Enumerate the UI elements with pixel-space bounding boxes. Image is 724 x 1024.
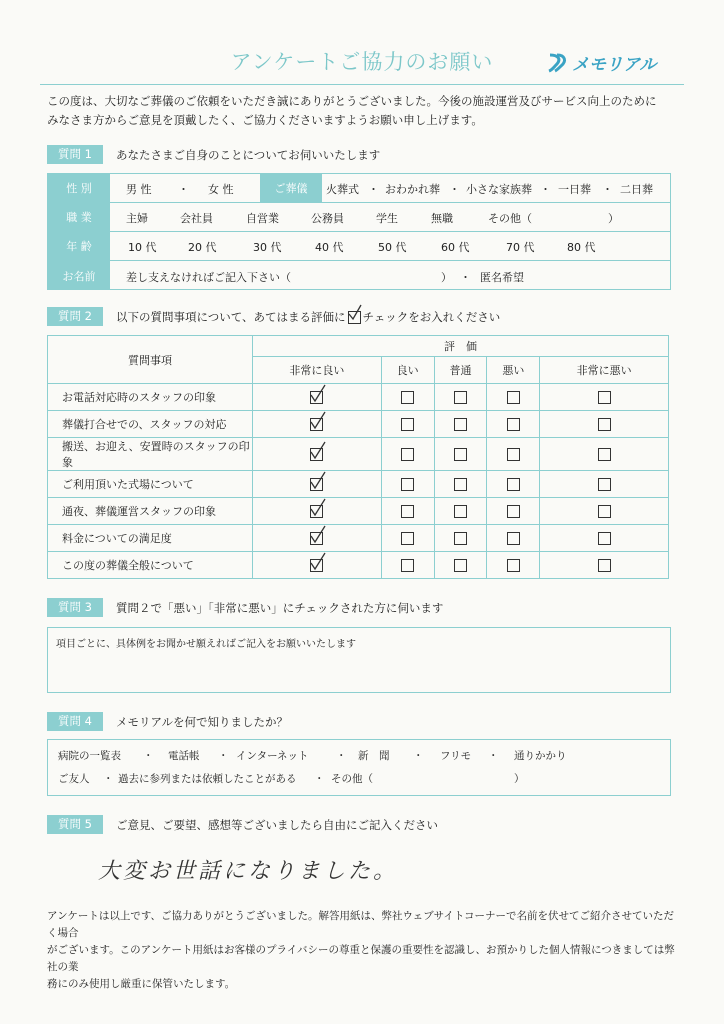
age-row bbox=[48, 231, 670, 260]
column-header-eval: 評 価 bbox=[253, 336, 669, 357]
company-logo bbox=[546, 50, 656, 75]
name-field-label[interactable]: 差し支えなければご記入下さい（ bbox=[126, 271, 291, 284]
rating-header: 普通 bbox=[434, 357, 487, 384]
title-divider bbox=[40, 84, 684, 85]
separator: ・ bbox=[540, 183, 551, 196]
rating-cell bbox=[487, 411, 540, 438]
rating-cell bbox=[253, 471, 382, 498]
rating-checkbox[interactable] bbox=[507, 559, 520, 572]
rating-cell bbox=[434, 525, 487, 552]
separator: ・ bbox=[314, 773, 325, 785]
question-2-text bbox=[116, 309, 500, 325]
check-mark-icon bbox=[309, 471, 327, 491]
rating-checkbox[interactable] bbox=[310, 532, 323, 545]
rating-cell bbox=[487, 384, 540, 411]
question-2-label: 質問 2 bbox=[47, 307, 103, 326]
footer-line: アンケートは以上です、ご協力ありがとうございました。解答用紙は、弊社ウェブサイトコーナーで名前を伏せてご紹介させていただく場合 bbox=[47, 910, 674, 939]
rating-cell bbox=[540, 384, 669, 411]
name-row bbox=[48, 260, 670, 290]
rating-checkbox[interactable] bbox=[507, 478, 520, 491]
evaluation-row bbox=[48, 552, 669, 579]
logo-mark-icon bbox=[546, 53, 568, 73]
separator: ・ bbox=[336, 750, 347, 762]
separator: ・ bbox=[368, 183, 379, 196]
rating-checkbox[interactable] bbox=[401, 532, 414, 545]
row-head: 年 齢 bbox=[48, 232, 110, 260]
funeral-option[interactable]: 小さな家族葬 bbox=[466, 183, 532, 196]
rating-cell bbox=[540, 498, 669, 525]
age-option[interactable]: 50 代 bbox=[378, 241, 407, 254]
rating-header: 悪い bbox=[487, 357, 540, 384]
row-head: 職 業 bbox=[48, 203, 110, 231]
rating-cell bbox=[487, 498, 540, 525]
rating-cell bbox=[540, 411, 669, 438]
gender-option[interactable]: 男 性 bbox=[126, 183, 152, 196]
paren-close: ） bbox=[514, 773, 525, 785]
evaluation-table bbox=[47, 335, 669, 579]
rating-checkbox[interactable] bbox=[401, 418, 414, 431]
rating-cell bbox=[253, 552, 382, 579]
source-option[interactable]: 電話帳 bbox=[168, 750, 200, 762]
occupation-other[interactable]: その他（ bbox=[488, 212, 532, 225]
rating-cell bbox=[253, 411, 382, 438]
check-mark-icon bbox=[309, 525, 327, 545]
question-item: 料金についての満足度 bbox=[48, 525, 253, 552]
intro-text bbox=[47, 92, 687, 130]
question-item: お電話対応時のスタッフの印象 bbox=[48, 384, 253, 411]
question-4-label: 質問 4 bbox=[47, 712, 103, 731]
rating-checkbox[interactable] bbox=[454, 559, 467, 572]
rating-checkbox[interactable] bbox=[401, 391, 414, 404]
question-1-text: あなたさまご自身のことについてお伺いいたします bbox=[116, 148, 381, 162]
separator: ・ bbox=[143, 750, 154, 762]
source-other[interactable]: その他（ bbox=[331, 773, 373, 785]
source-option[interactable]: ご友人 bbox=[58, 773, 90, 785]
question-item: 通夜、葬儀運営スタッフの印象 bbox=[48, 498, 253, 525]
evaluation-row bbox=[48, 471, 669, 498]
rating-checkbox[interactable] bbox=[598, 559, 611, 572]
rating-cell bbox=[253, 525, 382, 552]
rating-checkbox[interactable] bbox=[454, 505, 467, 518]
source-option[interactable]: 通りかかり bbox=[514, 750, 567, 762]
check-mark-icon bbox=[309, 552, 327, 572]
separator: ・ bbox=[460, 271, 471, 284]
funeral-option[interactable]: 火葬式 bbox=[326, 183, 359, 196]
occupation-option[interactable]: 公務員 bbox=[311, 212, 344, 225]
rating-cell bbox=[381, 552, 434, 579]
question-item: この度の葬儀全般について bbox=[48, 552, 253, 579]
intro-line: みなさま方からご意見を頂戴したく、ご協力くださいますようお願い申し上げます。 bbox=[47, 113, 483, 127]
rating-checkbox[interactable] bbox=[598, 505, 611, 518]
rating-cell bbox=[381, 498, 434, 525]
rating-checkbox[interactable] bbox=[598, 532, 611, 545]
question-4-text: メモリアルを何で知りましたか？ bbox=[116, 715, 289, 729]
evaluation-row bbox=[48, 498, 669, 525]
rating-cell bbox=[487, 525, 540, 552]
rating-checkbox[interactable] bbox=[454, 448, 467, 461]
check-mark-icon bbox=[309, 411, 327, 431]
rating-cell bbox=[253, 438, 382, 471]
rating-header: 良い bbox=[381, 357, 434, 384]
footer-line: 務にのみ使用し厳重に保管いたします。 bbox=[47, 978, 236, 990]
column-header-item: 質問事項 bbox=[48, 336, 253, 384]
rating-checkbox[interactable] bbox=[598, 448, 611, 461]
rating-checkbox[interactable] bbox=[598, 418, 611, 431]
rating-cell bbox=[487, 552, 540, 579]
rating-cell bbox=[434, 411, 487, 438]
gender-row bbox=[48, 174, 670, 202]
rating-checkbox[interactable] bbox=[401, 448, 414, 461]
separator: ・ bbox=[413, 750, 424, 762]
paren-close: ） bbox=[608, 212, 619, 225]
rating-cell bbox=[381, 411, 434, 438]
source-option[interactable]: 過去に参列または依頼したことがある bbox=[118, 773, 297, 785]
rating-cell bbox=[434, 552, 487, 579]
profile-grid bbox=[47, 173, 671, 290]
question-item: 葬儀打合せでの、スタッフの対応 bbox=[48, 411, 253, 438]
page-title: アンケートご協力のお願い bbox=[230, 50, 494, 74]
rating-cell bbox=[381, 525, 434, 552]
footer-notice bbox=[47, 908, 677, 993]
question-item: ご利用頂いた式場について bbox=[48, 471, 253, 498]
evaluation-row bbox=[48, 525, 669, 552]
rating-cell bbox=[487, 471, 540, 498]
rating-cell bbox=[540, 438, 669, 471]
funeral-option[interactable]: おわかれ葬 bbox=[385, 183, 440, 196]
rating-checkbox[interactable] bbox=[507, 532, 520, 545]
evaluation-row bbox=[48, 411, 669, 438]
rating-cell bbox=[253, 498, 382, 525]
rating-checkbox[interactable] bbox=[401, 478, 414, 491]
question-3-label: 質問 3 bbox=[47, 598, 103, 617]
occupation-option[interactable]: 無職 bbox=[431, 212, 453, 225]
source-option[interactable]: フリモ bbox=[440, 750, 472, 762]
rating-checkbox[interactable] bbox=[310, 448, 323, 461]
rating-cell bbox=[434, 438, 487, 471]
question-5-text: ご意見、ご要望、感想等ございましたら自由にご記入ください bbox=[116, 818, 438, 832]
occupation-option[interactable]: 自営業 bbox=[246, 212, 279, 225]
check-mark-icon bbox=[309, 498, 327, 518]
gender-option[interactable]: 女 性 bbox=[208, 183, 234, 196]
occupation-option[interactable]: 主婦 bbox=[126, 212, 148, 225]
row-head: 性 別 bbox=[48, 174, 110, 202]
rating-cell bbox=[381, 471, 434, 498]
separator: ・ bbox=[602, 183, 613, 196]
rating-header: 非常に良い bbox=[253, 357, 382, 384]
rating-cell bbox=[540, 525, 669, 552]
logo-text: メモリアル bbox=[572, 55, 657, 75]
funeral-option[interactable]: 一日葬 bbox=[558, 183, 591, 196]
rating-checkbox[interactable] bbox=[310, 391, 323, 404]
rating-checkbox[interactable] bbox=[598, 478, 611, 491]
rating-checkbox[interactable] bbox=[507, 418, 520, 431]
evaluation-row bbox=[48, 384, 669, 411]
rating-checkbox[interactable] bbox=[507, 448, 520, 461]
rating-cell bbox=[253, 384, 382, 411]
rating-cell bbox=[434, 471, 487, 498]
rating-checkbox[interactable] bbox=[598, 391, 611, 404]
question-1-label: 質問 1 bbox=[47, 145, 103, 164]
rating-cell bbox=[381, 438, 434, 471]
example-checkbox bbox=[348, 311, 361, 324]
rating-checkbox[interactable] bbox=[401, 505, 414, 518]
rating-checkbox[interactable] bbox=[454, 418, 467, 431]
age-option[interactable]: 20 代 bbox=[188, 241, 217, 254]
anonymous-option[interactable]: 匿名希望 bbox=[480, 271, 524, 284]
age-option[interactable]: 60 代 bbox=[441, 241, 470, 254]
evaluation-row bbox=[48, 438, 669, 471]
occupation-row bbox=[48, 202, 670, 231]
handwritten-comment[interactable]: 大変お世話になりました。 bbox=[98, 859, 399, 884]
question-3-text: 質問２で「悪い」「非常に悪い」にチェックされた方に伺います bbox=[116, 601, 444, 615]
occupation-option[interactable]: 学生 bbox=[376, 212, 398, 225]
rating-checkbox[interactable] bbox=[507, 505, 520, 518]
funeral-option[interactable]: 二日葬 bbox=[620, 183, 653, 196]
age-option[interactable]: 80 代 bbox=[567, 241, 596, 254]
rating-cell bbox=[381, 384, 434, 411]
age-option[interactable]: 10 代 bbox=[128, 241, 157, 254]
separator: ・ bbox=[218, 750, 229, 762]
age-option[interactable]: 40 代 bbox=[315, 241, 344, 254]
rating-checkbox[interactable] bbox=[507, 391, 520, 404]
occupation-option[interactable]: 会社員 bbox=[180, 212, 213, 225]
q4-options-box bbox=[47, 739, 671, 796]
source-option[interactable]: 新 聞 bbox=[358, 750, 390, 762]
q3-answer-box[interactable] bbox=[47, 627, 671, 693]
rating-cell bbox=[540, 471, 669, 498]
age-option[interactable]: 70 代 bbox=[506, 241, 535, 254]
rating-checkbox[interactable] bbox=[454, 478, 467, 491]
q3-box-instruction: 項目ごとに、具体例をお聞かせ願えればご記入をお願いいたします bbox=[56, 639, 356, 650]
check-mark-icon bbox=[309, 384, 327, 404]
separator: ・ bbox=[449, 183, 460, 196]
question-item: 搬送、お迎え、安置時のスタッフの印象 bbox=[48, 438, 253, 471]
question-2-text-before: 以下の質問事項について、あてはまる評価に bbox=[116, 310, 346, 324]
rating-checkbox[interactable] bbox=[454, 532, 467, 545]
funeral-type-head: ご葬儀 bbox=[260, 174, 322, 202]
rating-checkbox[interactable] bbox=[401, 559, 414, 572]
rating-checkbox[interactable] bbox=[454, 391, 467, 404]
rating-checkbox[interactable] bbox=[310, 505, 323, 518]
row-head: お名前 bbox=[48, 261, 110, 290]
rating-checkbox[interactable] bbox=[310, 478, 323, 491]
rating-cell bbox=[487, 438, 540, 471]
check-mark-icon bbox=[309, 441, 327, 461]
rating-checkbox[interactable] bbox=[310, 559, 323, 572]
paren-close: ） bbox=[441, 271, 452, 284]
rating-cell bbox=[434, 498, 487, 525]
source-option[interactable]: 病院の一覧表 bbox=[58, 750, 121, 762]
separator: ・ bbox=[103, 773, 114, 785]
separator: ・ bbox=[178, 183, 189, 196]
rating-cell bbox=[434, 384, 487, 411]
rating-header: 非常に悪い bbox=[540, 357, 669, 384]
intro-line: この度は、大切なご葬儀のご依頼をいただき誠にありがとうございました。今後の施設運営及びサービス向上のために bbox=[47, 94, 657, 108]
question-2-text-after: チェックをお入れください bbox=[362, 310, 501, 324]
source-option[interactable]: インターネット bbox=[236, 750, 309, 762]
age-option[interactable]: 30 代 bbox=[253, 241, 282, 254]
separator: ・ bbox=[488, 750, 499, 762]
question-5-label: 質問 5 bbox=[47, 815, 103, 834]
check-mark-icon bbox=[347, 304, 363, 322]
footer-line: がございます。このアンケート用紙はお客様のプライバシーの尊重と保護の重要性を認識し、お預かりした個人情報につきましては弊社の業 bbox=[47, 944, 675, 973]
rating-checkbox[interactable] bbox=[310, 418, 323, 431]
rating-cell bbox=[540, 552, 669, 579]
